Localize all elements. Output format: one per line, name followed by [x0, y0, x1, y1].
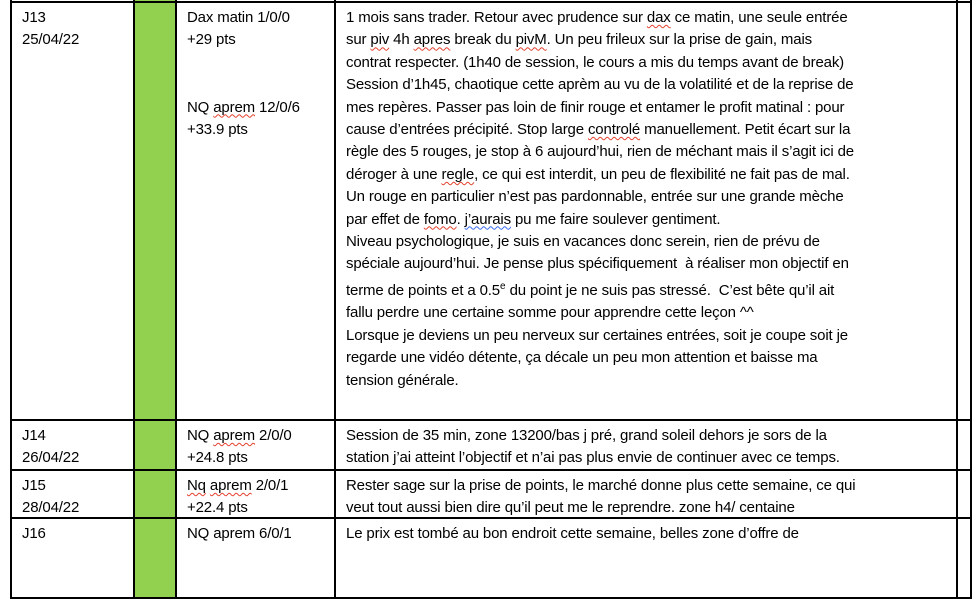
stats-cell[interactable] [177, 421, 336, 469]
text-segment: du point je ne suis pas stressé. C’est bête qu’il ait [505, 281, 835, 299]
text-line [187, 523, 330, 545]
misspelled-word: piv [370, 31, 390, 49]
right-margin-cell [958, 0, 972, 1]
text-line [187, 52, 330, 74]
text-segment: déroger à une [346, 165, 442, 183]
misspelled-word: Nq [187, 477, 206, 494]
table-row [12, 471, 972, 519]
misspelled-word: pivM [515, 31, 547, 49]
right-margin-cell [958, 3, 972, 419]
text-segment: manuellement. Petit écart sur la [640, 121, 851, 139]
notes-cell[interactable] [336, 421, 958, 469]
text-line [346, 231, 954, 253]
text-segment: , ce qui est interdit, un peu de flexibilité ne fait pas de mal. [474, 165, 850, 183]
text-segment: . [456, 210, 465, 228]
text-segment: NQ [187, 98, 214, 116]
day-cell[interactable] [12, 471, 135, 517]
misspelled-word: apres [413, 31, 451, 49]
text-segment: règle des 5 rouges, je stop à 6 aujourd’hui, rien de méchant mais il s’agit ici de [346, 143, 854, 161]
highlight-cell[interactable] [135, 0, 177, 1]
text-line [346, 325, 954, 347]
right-margin-cell [958, 471, 972, 517]
text-line [187, 97, 330, 119]
text-line [346, 97, 954, 119]
text-segment: Lorsque je deviens un peu nerveux sur certaines entrées, soit je coupe soit je [346, 326, 848, 344]
table-row [12, 519, 972, 599]
text-line [187, 29, 330, 51]
misspelled-word: j’aurais [464, 210, 511, 228]
text-segment: pu me faire soulever gentiment. [510, 210, 721, 228]
text-segment: sur [346, 31, 371, 49]
date-label: 28/04/22 [22, 499, 80, 517]
day-label: J13 [22, 9, 46, 26]
text-line [187, 497, 330, 517]
day-label: J14 [22, 427, 46, 444]
text-segment: +29 pts [187, 31, 236, 49]
text-line [346, 119, 954, 141]
text-segment: 12/0/6 [255, 98, 300, 116]
text-line [346, 7, 954, 29]
day-label: J15 [22, 477, 46, 494]
text-line [346, 29, 954, 51]
text-segment: Le prix est tombé au bon endroit cette semaine, belles zone d’offre de [346, 525, 799, 542]
highlight-cell[interactable] [135, 471, 177, 517]
text-line [346, 497, 954, 517]
text-segment: par effet de [346, 210, 424, 228]
text-segment: Niveau psychologique, je suis en vacances donc serein, rien de prévu de [346, 233, 820, 251]
misspelled-word: fomo [423, 210, 457, 228]
text-line [187, 119, 330, 141]
notes-cell[interactable] [336, 3, 958, 419]
text-segment: Session de 35 min, zone 13200/bas j pré, grand soleil dehors je sors de la [346, 427, 827, 444]
text-line [187, 74, 330, 96]
text-line [187, 425, 330, 447]
text-segment: fallu perdre une certaine somme pour apprendre cette leçon ^^ [346, 304, 754, 322]
misspelled-word: aprem [213, 427, 255, 444]
right-margin-cell [958, 519, 972, 597]
text-segment: ce matin, une seule entrée [670, 9, 848, 26]
text-segment: Rester sage sur la prise de points, le marché donne plus cette semaine, ce qui [346, 477, 856, 494]
text-segment: NQ [187, 427, 214, 444]
text-line [187, 7, 330, 29]
notes-cell[interactable] [336, 471, 958, 517]
highlight-cell[interactable] [135, 421, 177, 469]
misspelled-word: aprem [209, 477, 252, 494]
notes-cell[interactable] [336, 519, 958, 597]
text-line [346, 523, 954, 545]
text-line [346, 186, 954, 208]
text-segment: Un rouge en particulier n’est pas pardonnable, entrée sur une grande mèche [346, 188, 844, 206]
text-line [187, 447, 330, 469]
text-line [346, 74, 954, 96]
day-cell[interactable] [12, 3, 135, 419]
text-line [346, 475, 954, 497]
superscript-text: e [500, 280, 506, 292]
text-segment: station j’ai atteint l’objectif et n’ai pas plus envie de continuer avec ce temps. [346, 449, 840, 467]
misspelled-word: regle [441, 165, 475, 183]
right-margin-cell [958, 421, 972, 469]
text-segment: +24.8 pts [187, 449, 248, 467]
misspelled-word: controlé [587, 121, 641, 139]
text-segment: 2/0/0 [255, 427, 292, 444]
text-line [346, 347, 954, 369]
text-segment: +22.4 pts [187, 499, 248, 517]
text-segment: spéciale aujourd’hui. Je pense plus spécifiquement à réaliser mon objectif en [346, 255, 849, 273]
stats-cell[interactable] [177, 471, 336, 517]
stats-cell[interactable] [177, 519, 336, 597]
text-segment: Dax matin 1/0/0 [187, 9, 290, 26]
highlight-cell[interactable] [135, 3, 177, 419]
text-segment: 2/0/1 [251, 477, 289, 494]
text-line [346, 370, 954, 392]
text-segment: 1 mois sans trader. Retour avec prudence sur [346, 9, 647, 26]
day-cell[interactable] [12, 421, 135, 469]
text-segment: terme de points et a 0.5 [346, 281, 500, 299]
highlight-cell[interactable] [135, 519, 177, 597]
text-segment: tension générale. [346, 371, 459, 389]
text-line [346, 253, 954, 275]
date-label: 25/04/22 [22, 31, 80, 49]
stats-cell[interactable] [177, 3, 336, 419]
journal-table [10, 0, 972, 599]
text-line [346, 302, 954, 324]
text-line [346, 164, 954, 186]
misspelled-word: aprem [213, 98, 255, 116]
text-line [346, 209, 954, 231]
misspelled-word: dax [646, 9, 671, 26]
text-line [187, 475, 330, 497]
text-line [346, 52, 954, 74]
text-segment: break du [450, 31, 516, 49]
text-segment: Session d’1h45, chaotique cette aprèm au vu de la volatilité et de la reprise de [346, 76, 854, 94]
text-segment: +33.9 pts [187, 121, 248, 139]
text-segment: regarde une vidéo détente, ça décale un peu mon attention et baisse ma [346, 349, 818, 367]
day-label: J16 [22, 525, 46, 542]
text-line [346, 276, 954, 302]
text-line [346, 425, 954, 447]
text-line [346, 141, 954, 163]
table-row [12, 421, 972, 471]
day-cell[interactable] [12, 519, 135, 597]
text-segment: contrat respecter. (1h40 de session, le cours a mis du temps avant de break) [346, 53, 845, 71]
text-segment: 4h [389, 31, 414, 49]
text-segment: mes repères. Passer pas loin de finir rouge et entamer le profit matinal : pour [346, 98, 845, 116]
text-segment: . Un peu frileux sur la prise de gain, mais [546, 31, 812, 49]
text-segment: NQ aprem 6/0/1 [187, 525, 292, 542]
table-row [12, 3, 972, 421]
date-label: 26/04/22 [22, 449, 80, 467]
text-segment: veut tout aussi bien dire qu’il peut me le reprendre. zone h4/ centaine [346, 499, 795, 517]
text-line [346, 447, 954, 469]
text-segment: cause d’entrées précipité. Stop large [346, 121, 588, 139]
